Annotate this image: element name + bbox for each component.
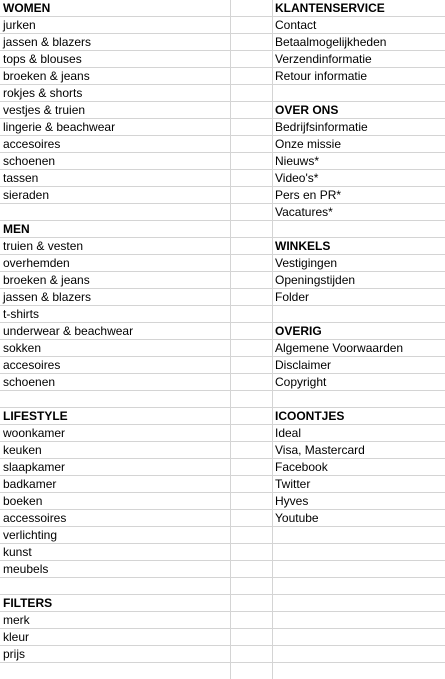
col-a-cell[interactable]: schoenen	[0, 374, 230, 391]
col-a-cell[interactable]: accesoires	[0, 136, 230, 153]
col-c-cell[interactable]: Onze missie	[272, 136, 445, 153]
col-a-cell[interactable]: jassen & blazers	[0, 289, 230, 306]
col-a-cell[interactable]: rokjes & shorts	[0, 85, 230, 102]
col-a-cell[interactable]: broeken & jeans	[0, 272, 230, 289]
col-c-cell[interactable]: Disclaimer	[272, 357, 445, 374]
col-b-cell[interactable]	[230, 323, 272, 340]
col-b-cell[interactable]	[230, 102, 272, 119]
col-b-cell[interactable]	[230, 255, 272, 272]
col-b-cell[interactable]	[230, 493, 272, 510]
col-a-cell[interactable]: lingerie & beachwear	[0, 119, 230, 136]
col-a-cell[interactable]: jassen & blazers	[0, 34, 230, 51]
col-b-cell[interactable]	[230, 510, 272, 527]
col-c-cell[interactable]: Video's*	[272, 170, 445, 187]
col-c-cell[interactable]	[272, 544, 445, 561]
col-b-cell[interactable]	[230, 578, 272, 595]
col-a-cell[interactable]: vestjes & truien	[0, 102, 230, 119]
col-a-header-cell[interactable]: MEN	[0, 221, 230, 238]
col-b-cell[interactable]	[230, 51, 272, 68]
col-c-header-cell[interactable]: ICOONTJES	[272, 408, 445, 425]
col-b-cell[interactable]	[230, 204, 272, 221]
col-a-cell[interactable]: schoenen	[0, 153, 230, 170]
col-c-cell[interactable]: Vacatures*	[272, 204, 445, 221]
col-c-cell[interactable]	[272, 306, 445, 323]
column-divider	[230, 0, 231, 679]
col-a-cell[interactable]	[0, 204, 230, 221]
col-b-cell[interactable]	[230, 187, 272, 204]
col-a-cell[interactable]: underwear & beachwear	[0, 323, 230, 340]
col-c-cell[interactable]: Hyves	[272, 493, 445, 510]
col-b-cell[interactable]	[230, 0, 272, 17]
col-b-cell[interactable]	[230, 17, 272, 34]
col-a-header-cell[interactable]: FILTERS	[0, 595, 230, 612]
col-a-header-cell[interactable]: WOMEN	[0, 0, 230, 17]
col-a-cell[interactable]: meubels	[0, 561, 230, 578]
col-a-cell[interactable]: accessoires	[0, 510, 230, 527]
col-a-cell[interactable]: sieraden	[0, 187, 230, 204]
col-a-cell[interactable]	[0, 663, 230, 679]
col-c-header-cell[interactable]: OVERIG	[272, 323, 445, 340]
col-b-cell[interactable]	[230, 629, 272, 646]
col-a-cell[interactable]: verlichting	[0, 527, 230, 544]
col-b-cell[interactable]	[230, 527, 272, 544]
col-b-cell[interactable]	[230, 119, 272, 136]
col-b-cell[interactable]	[230, 663, 272, 679]
col-b-cell[interactable]	[230, 425, 272, 442]
col-b-cell[interactable]	[230, 561, 272, 578]
col-b-cell[interactable]	[230, 170, 272, 187]
col-a-cell[interactable]: jurken	[0, 17, 230, 34]
col-c-cell[interactable]: Vestigingen	[272, 255, 445, 272]
col-a-cell[interactable]: prijs	[0, 646, 230, 663]
col-a-cell[interactable]: keuken	[0, 442, 230, 459]
col-a-cell[interactable]: t-shirts	[0, 306, 230, 323]
col-a-cell[interactable]: kleur	[0, 629, 230, 646]
col-b-cell[interactable]	[230, 34, 272, 51]
col-c-cell[interactable]: Pers en PR*	[272, 187, 445, 204]
col-c-cell[interactable]	[272, 663, 445, 679]
col-b-cell[interactable]	[230, 306, 272, 323]
col-c-cell[interactable]	[272, 629, 445, 646]
col-a-cell[interactable]	[0, 391, 230, 408]
col-b-cell[interactable]	[230, 85, 272, 102]
col-b-cell[interactable]	[230, 459, 272, 476]
col-b-cell[interactable]	[230, 238, 272, 255]
col-a-cell[interactable]: boeken	[0, 493, 230, 510]
col-b-cell[interactable]	[230, 136, 272, 153]
col-a-cell[interactable]: broeken & jeans	[0, 68, 230, 85]
col-c-header-cell[interactable]: OVER ONS	[272, 102, 445, 119]
col-c-cell[interactable]	[272, 85, 445, 102]
col-a-cell[interactable]	[0, 578, 230, 595]
col-c-cell[interactable]: Openingstijden	[272, 272, 445, 289]
col-a-header-cell[interactable]: LIFESTYLE	[0, 408, 230, 425]
col-b-cell[interactable]	[230, 374, 272, 391]
col-b-cell[interactable]	[230, 408, 272, 425]
col-a-cell[interactable]: accesoires	[0, 357, 230, 374]
col-a-cell[interactable]: slaapkamer	[0, 459, 230, 476]
col-c-cell[interactable]: Youtube	[272, 510, 445, 527]
col-a-cell[interactable]: badkamer	[0, 476, 230, 493]
col-c-cell[interactable]	[272, 646, 445, 663]
col-c-cell[interactable]: Copyright	[272, 374, 445, 391]
col-c-cell[interactable]: Facebook	[272, 459, 445, 476]
col-b-cell[interactable]	[230, 391, 272, 408]
col-a-cell[interactable]: tops & blouses	[0, 51, 230, 68]
col-c-cell[interactable]: Visa, Mastercard	[272, 442, 445, 459]
col-b-cell[interactable]	[230, 289, 272, 306]
col-c-cell[interactable]: Nieuws*	[272, 153, 445, 170]
col-c-cell[interactable]: Retour informatie	[272, 68, 445, 85]
col-b-cell[interactable]	[230, 272, 272, 289]
col-c-cell[interactable]	[272, 612, 445, 629]
col-b-cell[interactable]	[230, 153, 272, 170]
col-c-header-cell[interactable]: KLANTENSERVICE	[272, 0, 445, 17]
col-c-cell[interactable]: Twitter	[272, 476, 445, 493]
col-a-cell[interactable]: merk	[0, 612, 230, 629]
col-a-cell[interactable]: truien & vesten	[0, 238, 230, 255]
col-a-cell[interactable]: tassen	[0, 170, 230, 187]
col-c-cell[interactable]	[272, 595, 445, 612]
col-b-cell[interactable]	[230, 357, 272, 374]
col-c-cell[interactable]: Algemene Voorwaarden	[272, 340, 445, 357]
col-b-cell[interactable]	[230, 646, 272, 663]
col-c-header-cell[interactable]: WINKELS	[272, 238, 445, 255]
col-c-cell[interactable]	[272, 527, 445, 544]
col-b-cell[interactable]	[230, 442, 272, 459]
column-divider	[272, 0, 273, 679]
col-c-cell[interactable]: Folder	[272, 289, 445, 306]
col-c-cell[interactable]: Contact	[272, 17, 445, 34]
col-c-cell[interactable]	[272, 221, 445, 238]
col-c-cell[interactable]: Ideal	[272, 425, 445, 442]
col-b-cell[interactable]	[230, 221, 272, 238]
col-b-cell[interactable]	[230, 612, 272, 629]
col-b-cell[interactable]	[230, 476, 272, 493]
col-c-cell[interactable]: Bedrijfsinformatie	[272, 119, 445, 136]
col-a-cell[interactable]: woonkamer	[0, 425, 230, 442]
col-a-cell[interactable]: sokken	[0, 340, 230, 357]
col-c-cell[interactable]	[272, 578, 445, 595]
col-b-cell[interactable]	[230, 595, 272, 612]
col-b-cell[interactable]	[230, 340, 272, 357]
col-a-cell[interactable]: kunst	[0, 544, 230, 561]
col-b-cell[interactable]	[230, 68, 272, 85]
col-c-cell[interactable]	[272, 391, 445, 408]
col-a-cell[interactable]: overhemden	[0, 255, 230, 272]
col-b-cell[interactable]	[230, 544, 272, 561]
col-c-cell[interactable]	[272, 561, 445, 578]
col-c-cell[interactable]: Verzendinformatie	[272, 51, 445, 68]
col-c-cell[interactable]: Betaalmogelijkheden	[272, 34, 445, 51]
